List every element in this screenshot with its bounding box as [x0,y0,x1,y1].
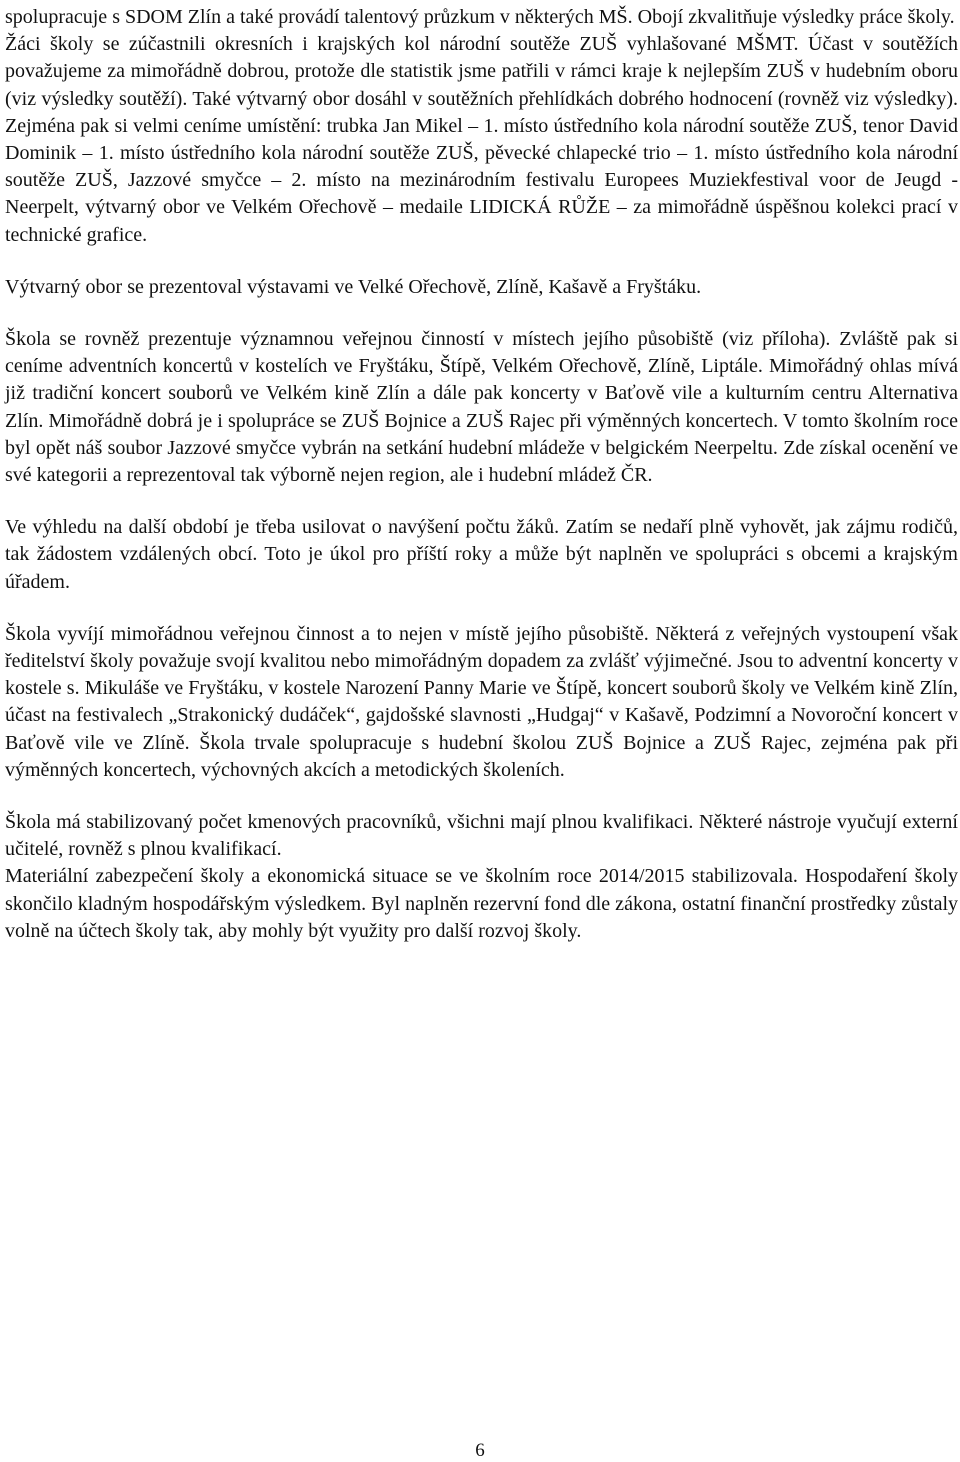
paragraph-gap [5,784,958,809]
document-page [5,4,958,945]
paragraph-competitions: Žáci školy se zúčastnili okresních i krajských kol národní soutěže ZUŠ vyhlašované MŠMT. Účast v soutěžích považujeme za mimořádně dobrou, protože dle statistik jsme patřili v rámci kraje k nejlepším ZUŠ v hudebním oboru (viz výsledky soutěží). Také výtvarný obor dosáhl v soutěžních přehlídkách dobrého hodnocení (rovněž viz výsledky). Zejména pak si velmi ceníme umístění: trubka Jan Mikel – 1. místo ústředního kola národní soutěže ZUŠ, tenor David Dominik – 1. místo ústředního kola národní soutěže ZUŠ, pěvecké chlapecké trio – 1. místo ústředního kola národní soutěže ZUŠ, Jazzové smyčce – 2. místo na mezinárodním festivalu Europees Muziekfestival voor de Jeugd - Neerpelt, výtvarný obor ve Velkém Ořechově – medaile LIDICKÁ RŮŽE – za mimořádně úspěšnou kolekci prací v technické grafice. [5,33,958,246]
paragraph-extraordinary-activity: Škola vyvíjí mimořádnou veřejnou činnost a to nejen v místě jejího působiště. Některá z veřejných vystoupení však ředitelství školy považuje svojí kvalitou nebo mimořádným dopadem za zvlášť výjimečné. Jsou to adventní koncerty v kostele s. Mikuláše ve Fryštáku, v kostele Narození Panny Marie ve Štípě, koncert souborů školy ve Velkém kině Zlín, účast na festivalech „Strakonický dudáček“, gajdošské slavnosti „Hudgaj“ v Kašavě, Podzimní a Novoroční koncert v Baťově vile ve Zlíně. Škola trvale spolupracuje s hudební školou ZUŠ Bojnice a ZUŠ Rajec, zejména pak při výměnných koncertech, výchovných akcích a metodických školeních. [5,622,958,781]
paragraph-gap [5,596,958,621]
paragraph-art-exhibitions: Výtvarný obor se prezentoval výstavami ve Velké Ořechově, Zlíně, Kašavě a Fryštáku. [5,275,702,298]
paragraph-finances: Materiální zabezpečení školy a ekonomická situace se ve školním roce 2014/2015 stabilizovala. Hospodaření školy skončilo kladným hospodářským výsledkem. Byl naplněn rezervní fond dle zákona, ostatní finanční prostředky zůstaly volně na účtech školy tak, aby mohly být využity pro další rozvoj školy. [5,865,958,942]
paragraph-gap [5,489,958,514]
paragraph-gap [5,301,958,326]
page-number: 6 [475,1440,485,1461]
paragraph-school-cooperation: spolupracuje s SDOM Zlín a také provádí talentový průzkum v některých MŠ. Obojí zkvalitňuje výsledky práce školy. [5,6,955,28]
paragraph-gap [5,249,958,274]
paragraph-staff: Škola má stabilizovaný počet kmenových pracovníků, všichni mají plnou kvalifikaci. Některé nástroje vyučují externí učitelé, rovněž s plnou kvalifikací. [5,811,958,861]
paragraph-outlook: Ve výhledu na další období je třeba usilovat o navýšení počtu žáků. Zatím se nedaří plně vyhovět, jak zájmu rodičů, tak žádostem vzdálených obcí. Toto je úkol pro příští roky a může být naplněn ve spolupráci s obcemi a krajským úřadem. [5,516,958,593]
paragraph-public-activity: Škola se rovněž prezentuje významnou veřejnou činností v místech jejího působiště (viz příloha). Zvláště pak si ceníme adventních koncertů v kostelích ve Fryštáku, Štípě, Velkém Ořechově, Zlíně, Liptále. Mimořádný ohlas mívá již tradiční koncert souborů ve Velkém kině Zlín a dále pak koncerty v Baťově vile a kulturním centru Alternativa Zlín. Mimořádně dobrá je i spolupráce se ZUŠ Bojnice a ZUŠ Rajec při výměnných koncertech. V tomto školním roce byl opět náš soubor Jazzové smyčce vybrán na setkání hudební mládeže v belgickém Neerpeltu. Zde získal ocenění ve své kategorii a reprezentoval tak výborně nejen region, ale i hudební mládež ČR. [5,328,958,487]
